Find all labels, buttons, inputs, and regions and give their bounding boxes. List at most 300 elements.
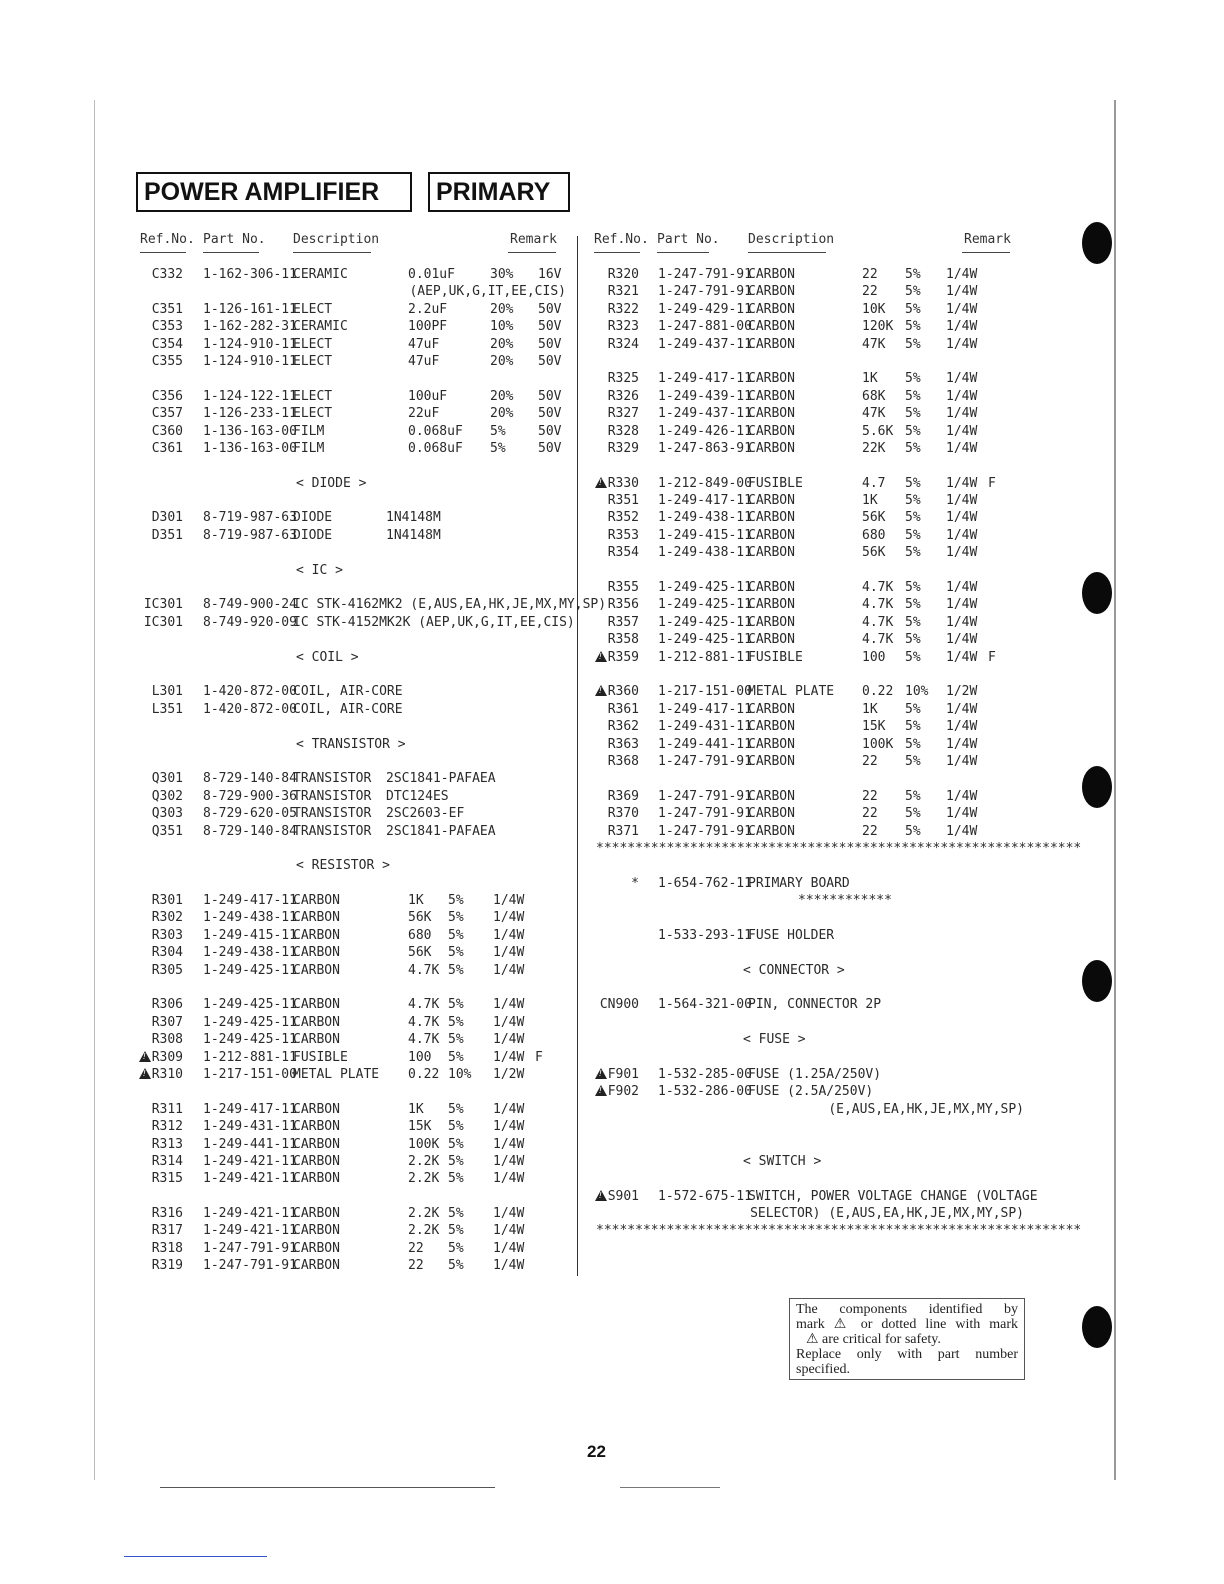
rating: 1/4W <box>493 1014 525 1030</box>
part-number: 1-249-425-11 <box>658 597 752 613</box>
part-number: 1-249-429-11 <box>658 301 752 317</box>
value: 4.7K <box>862 597 894 613</box>
description: CARBON <box>748 440 795 456</box>
ref-number: R353 <box>607 527 639 543</box>
scan-edge <box>94 100 95 1480</box>
board-stars: ************ <box>798 893 892 909</box>
part-number: 1-249-425-11 <box>658 632 752 648</box>
tolerance: 5% <box>905 267 921 282</box>
list-item <box>0 1257 578 1274</box>
note-line: mark ⚠ or dotted line with mark <box>796 1317 1018 1332</box>
rating: 1/4W <box>946 284 978 300</box>
ref-number: IC301 <box>143 597 183 613</box>
rating: 1/4W <box>493 1153 525 1169</box>
list-item <box>0 336 578 353</box>
list-item <box>578 1049 1038 1066</box>
description: CARBON <box>748 336 795 352</box>
part-number: 1-532-286-00 <box>658 1084 752 1100</box>
description: PIN, CONNECTOR 2P <box>748 997 882 1013</box>
ref-number: R301 <box>151 893 183 909</box>
list-item <box>0 544 578 561</box>
value: 2SC2603-EF <box>386 806 465 822</box>
part-number: 1-247-791-91 <box>658 267 752 282</box>
part-number: 1-249-417-11 <box>658 701 752 717</box>
description: CARBON <box>748 301 795 317</box>
description: CARBON <box>293 1206 340 1222</box>
section-heading: < SWITCH > <box>743 1153 822 1169</box>
list-item <box>0 909 578 926</box>
rating: 1/4W <box>946 545 978 561</box>
list-item <box>578 492 1038 509</box>
header-underline <box>293 252 371 253</box>
list-item <box>578 683 1038 700</box>
ref-number: D351 <box>151 527 183 543</box>
list-item <box>578 440 1038 457</box>
list-item <box>0 753 578 770</box>
value: 4.7K <box>408 997 440 1013</box>
list-item <box>578 527 1038 544</box>
part-number: 1-136-163-00 <box>203 423 297 439</box>
safety-warning-icon <box>595 1068 607 1079</box>
value: 56K <box>862 510 886 526</box>
part-number: 1-249-417-11 <box>658 493 752 509</box>
tolerance: 5% <box>448 1153 464 1169</box>
value: 680 <box>862 527 886 543</box>
part-number: 1-247-791-91 <box>658 806 752 822</box>
list-item <box>578 475 1038 492</box>
list-item <box>0 1170 578 1187</box>
tolerance: 5% <box>905 406 921 422</box>
value: 2.2K <box>408 1223 440 1239</box>
value: 680 <box>408 927 432 943</box>
list-item <box>0 892 578 909</box>
rating: 1/4W <box>493 945 525 961</box>
list-item <box>0 823 578 840</box>
value: 47uF <box>408 336 440 352</box>
list-item <box>578 666 1038 683</box>
rating: 1/4W <box>493 1206 525 1222</box>
description: CARBON <box>293 1136 340 1152</box>
rating: 1/4W <box>946 301 978 317</box>
part-number: 8-729-620-05 <box>203 806 297 822</box>
ref-number: R329 <box>607 440 639 456</box>
tolerance: 5% <box>448 1258 464 1274</box>
part-number: 1-249-421-11 <box>203 1206 297 1222</box>
rating: 1/4W <box>946 440 978 456</box>
description: CARBON <box>293 997 340 1013</box>
list-item <box>578 562 1038 579</box>
ref-number: R314 <box>151 1153 183 1169</box>
ref-number: R328 <box>607 423 639 439</box>
list-item <box>578 614 1038 631</box>
tolerance: 5% <box>905 701 921 717</box>
tolerance: 20% <box>490 301 514 317</box>
list-item <box>578 840 1082 857</box>
list-item <box>578 718 1038 735</box>
rating: 1/4W <box>946 788 978 804</box>
value: 56K <box>408 945 432 961</box>
part-number: 1-249-425-11 <box>203 1032 297 1048</box>
list-item <box>578 892 1038 909</box>
note-line: The components identified by <box>796 1302 1018 1317</box>
list-item <box>0 1014 578 1031</box>
value: 0.01uF <box>408 267 455 282</box>
part-number: 8-729-900-36 <box>203 788 297 804</box>
safety-note <box>789 1298 1025 1380</box>
rating: 1/4W <box>493 1171 525 1187</box>
star-divider: ************************************************************** <box>596 840 1082 856</box>
header-underline <box>508 252 556 253</box>
rating: 1/4W <box>946 388 978 404</box>
list-item <box>0 1118 578 1135</box>
value: DTC124ES <box>386 788 449 804</box>
continuation-text: (E,AUS,EA,HK,JE,MX,MY,SP) <box>828 1101 1024 1117</box>
value: 56K <box>408 910 432 926</box>
tolerance: 5% <box>448 1206 464 1222</box>
tolerance: 5% <box>448 1014 464 1030</box>
section-subtitle: PRIMARY <box>428 172 570 212</box>
ref-number: !R360 <box>595 683 639 700</box>
rating: 1/4W <box>493 1049 525 1065</box>
ref-number: R321 <box>607 284 639 300</box>
list-item <box>578 736 1038 753</box>
safety-warning-icon <box>595 685 607 696</box>
part-number: 1-247-791-91 <box>658 788 752 804</box>
list-item <box>578 996 1038 1013</box>
part-number: 1-247-881-00 <box>658 319 752 335</box>
tolerance: 5% <box>905 371 921 387</box>
list-item <box>578 596 1038 613</box>
value: 0.22 <box>862 684 894 700</box>
rating: 1/4W <box>946 336 978 352</box>
part-number: 1-247-791-91 <box>203 1240 297 1256</box>
tolerance: 5% <box>448 1049 464 1065</box>
description: CARBON <box>748 614 795 630</box>
value: 1N4148M <box>386 527 441 543</box>
description: CARBON <box>293 945 340 961</box>
part-number: 1-247-791-91 <box>658 823 752 839</box>
value: 100K <box>408 1136 440 1152</box>
part-number: 8-749-920-09 <box>203 614 297 630</box>
continuation-text: SELECTOR) (E,AUS,EA,HK,JE,MX,MY,SP) <box>750 1206 1024 1222</box>
description: CERAMIC <box>293 267 348 282</box>
value: 100K <box>862 736 894 752</box>
value: 4.7K <box>408 1032 440 1048</box>
tolerance: 5% <box>448 1240 464 1256</box>
description: IC STK-4162MK2 (E,AUS,EA,HK,JE,MX,MY,SP) <box>293 597 607 613</box>
rating: 1/4W <box>946 475 978 491</box>
list-item <box>0 840 578 857</box>
ref-number: C332 <box>151 267 183 282</box>
list-item <box>578 1205 1038 1222</box>
list-item <box>0 701 578 718</box>
description: CARBON <box>293 1119 340 1135</box>
tolerance: 5% <box>448 910 464 926</box>
header-remark-left: Remark <box>510 232 557 247</box>
ref-number: R315 <box>151 1171 183 1187</box>
list-item <box>578 1014 1038 1031</box>
part-number: 1-249-415-11 <box>203 927 297 943</box>
rating: 1/4W <box>493 962 525 978</box>
punch-hole <box>1082 572 1112 614</box>
list-item <box>0 962 578 979</box>
description: DIODE <box>293 510 333 526</box>
description: FUSIBLE <box>748 649 803 665</box>
ref-number: C361 <box>151 440 183 456</box>
rating: 1/4W <box>946 719 978 735</box>
value: 47uF <box>408 353 440 369</box>
part-number: 1-249-439-11 <box>658 388 752 404</box>
part-number: 1-247-791-91 <box>658 284 752 300</box>
tolerance: 5% <box>905 493 921 509</box>
part-number: 8-719-987-63 <box>203 527 297 543</box>
value: 22 <box>408 1240 424 1256</box>
value: 10K <box>862 301 886 317</box>
list-item <box>578 1170 1038 1187</box>
tolerance: 5% <box>905 753 921 769</box>
list-item <box>578 1153 1038 1170</box>
list-item <box>578 1066 1038 1083</box>
value: 4.7 <box>862 475 886 491</box>
section-heading: < COIL > <box>296 649 359 665</box>
ref-number: C351 <box>151 301 183 317</box>
remark-flag: F <box>988 649 996 665</box>
list-item <box>578 1188 1038 1205</box>
part-number: 1-124-910-11 <box>203 336 297 352</box>
rating: 1/4W <box>493 1240 525 1256</box>
ref-number: Q351 <box>151 823 183 839</box>
tolerance: 5% <box>448 1101 464 1117</box>
tolerance: 5% <box>905 649 921 665</box>
part-number: 1-249-438-11 <box>658 510 752 526</box>
value: 47K <box>862 336 886 352</box>
description: CARBON <box>748 632 795 648</box>
description: METAL PLATE <box>748 684 835 700</box>
tolerance: 5% <box>448 1032 464 1048</box>
part-number: 1-126-161-11 <box>203 301 297 317</box>
safety-warning-icon <box>595 1085 607 1096</box>
header-desc-left: Description <box>293 232 380 247</box>
rating: 50V <box>538 388 562 404</box>
remark-flag: F <box>535 1049 543 1065</box>
value: 2SC1841-PAFAEA <box>386 771 496 787</box>
tolerance: 5% <box>448 1119 464 1135</box>
ref-number: R319 <box>151 1258 183 1274</box>
tolerance: 5% <box>905 632 921 648</box>
list-item <box>578 457 1038 474</box>
description: CARBON <box>293 1240 340 1256</box>
part-number: 1-247-791-91 <box>203 1258 297 1274</box>
part-number: 1-420-872-00 <box>203 684 297 700</box>
list-item <box>578 805 1038 822</box>
ref-number: R313 <box>151 1136 183 1152</box>
description: DIODE <box>293 527 333 543</box>
section-heading: < IC > <box>296 562 343 578</box>
part-number: 1-249-425-11 <box>203 1014 297 1030</box>
list-item <box>0 996 578 1013</box>
value: 0.068uF <box>408 423 463 439</box>
value: 2.2uF <box>408 301 448 317</box>
list-item <box>578 509 1038 526</box>
list-item <box>0 283 578 300</box>
description: CARBON <box>748 806 795 822</box>
list-item <box>0 631 578 648</box>
list-item <box>578 301 1038 318</box>
scan-edge <box>124 1556 267 1557</box>
ref-number: R361 <box>607 701 639 717</box>
rating: 1/4W <box>946 493 978 509</box>
list-item <box>0 683 578 700</box>
part-number: 1-249-425-11 <box>203 997 297 1013</box>
description: METAL PLATE <box>293 1066 380 1082</box>
ref-number: C355 <box>151 353 183 369</box>
rating: 1/4W <box>946 736 978 752</box>
ref-number: * <box>631 875 639 891</box>
header-underline <box>203 252 259 253</box>
value: 56K <box>862 545 886 561</box>
list-item <box>578 788 1038 805</box>
header-underline <box>657 252 709 253</box>
header-remark-right: Remark <box>964 232 1011 247</box>
part-number: 1-249-425-11 <box>658 614 752 630</box>
description: CARBON <box>293 893 340 909</box>
list-item <box>0 736 578 753</box>
list-item <box>578 266 1038 283</box>
ref-number: R312 <box>151 1119 183 1135</box>
tolerance: 5% <box>448 945 464 961</box>
part-number: 1-249-421-11 <box>203 1223 297 1239</box>
scan-edge <box>160 1487 495 1488</box>
description: CARBON <box>748 388 795 404</box>
tolerance: 10% <box>448 1066 472 1082</box>
tolerance: 5% <box>905 527 921 543</box>
part-number: 1-532-285-00 <box>658 1066 752 1082</box>
description: ELECT <box>293 336 333 352</box>
list-item <box>578 979 1038 996</box>
description: CARBON <box>748 423 795 439</box>
part-number: 1-249-431-11 <box>203 1119 297 1135</box>
description: ELECT <box>293 406 333 422</box>
list-item <box>578 857 1038 874</box>
rating: 1/4W <box>946 649 978 665</box>
part-number: 1-217-151-00 <box>658 684 752 700</box>
description: CARBON <box>748 284 795 300</box>
tolerance: 5% <box>448 1136 464 1152</box>
rating: 1/4W <box>946 823 978 839</box>
value: 22 <box>862 267 878 282</box>
rating: 1/4W <box>493 1119 525 1135</box>
value: 120K <box>862 319 894 335</box>
rating: 1/4W <box>493 1223 525 1239</box>
description: CARBON <box>293 1223 340 1239</box>
description: CARBON <box>748 493 795 509</box>
ref-number: R369 <box>607 788 639 804</box>
parts-list-left <box>0 266 607 1275</box>
ref-number: C360 <box>151 423 183 439</box>
header-ref-left: Ref.No. <box>140 232 195 247</box>
ref-number: R306 <box>151 997 183 1013</box>
list-item <box>0 666 578 683</box>
part-number: 8-729-140-84 <box>203 823 297 839</box>
value: 1K <box>862 701 878 717</box>
list-item <box>0 266 578 283</box>
list-item <box>0 1153 578 1170</box>
rating: 1/4W <box>493 1136 525 1152</box>
ref-number: !S901 <box>595 1188 639 1205</box>
ref-number: R358 <box>607 632 639 648</box>
value: 15K <box>862 719 886 735</box>
value: 5.6K <box>862 423 894 439</box>
ref-number: R307 <box>151 1014 183 1030</box>
remark-flag: F <box>988 475 996 491</box>
part-number: 1-212-881-11 <box>658 649 752 665</box>
value: 100 <box>408 1049 432 1065</box>
rating: 1/4W <box>946 806 978 822</box>
section-heading: < CONNECTOR > <box>743 962 845 978</box>
part-number: 1-162-306-11 <box>203 267 297 282</box>
description: FUSE HOLDER <box>748 927 835 943</box>
list-item <box>0 492 578 509</box>
ref-number: R324 <box>607 336 639 352</box>
description: CARBON <box>293 910 340 926</box>
value: 4.7K <box>862 614 894 630</box>
tolerance: 20% <box>490 406 514 422</box>
list-item <box>0 1222 578 1239</box>
list-item <box>0 318 578 335</box>
tolerance: 5% <box>905 388 921 404</box>
header-desc-right: Description <box>748 232 835 247</box>
ref-number: !F901 <box>595 1066 639 1083</box>
list-item <box>0 579 578 596</box>
part-number: 1-249-415-11 <box>658 527 752 543</box>
list-item <box>578 405 1038 422</box>
rating: 50V <box>538 440 562 456</box>
list-item <box>578 1101 1038 1118</box>
note-line: Replace only with part number <box>796 1347 1018 1362</box>
list-item <box>578 1031 1038 1048</box>
part-number: 1-249-438-11 <box>203 910 297 926</box>
ref-number: R320 <box>607 267 639 282</box>
tolerance: 5% <box>905 284 921 300</box>
list-item <box>0 1240 578 1257</box>
description: FILM <box>293 440 325 456</box>
list-item <box>0 475 578 492</box>
value: 22 <box>862 788 878 804</box>
part-number: 1-217-151-00 <box>203 1066 297 1082</box>
part-number: 1-533-293-11 <box>658 927 752 943</box>
part-number: 1-124-122-11 <box>203 388 297 404</box>
value: 100PF <box>408 319 448 335</box>
star-divider: ************************************************************** <box>596 1223 1082 1239</box>
ref-number: Q303 <box>151 806 183 822</box>
part-number: 1-249-431-11 <box>658 719 752 735</box>
ref-number: R327 <box>607 406 639 422</box>
rating: 1/4W <box>946 267 978 282</box>
rating: 1/4W <box>493 893 525 909</box>
header-underline <box>594 252 640 253</box>
rating: 1/4W <box>946 510 978 526</box>
description: CARBON <box>748 545 795 561</box>
part-number: 1-249-426-11 <box>658 423 752 439</box>
header-part-right: Part No. <box>657 232 720 247</box>
ref-number: R363 <box>607 736 639 752</box>
description: TRANSISTOR <box>293 806 372 822</box>
ref-number: R322 <box>607 301 639 317</box>
part-number: 1-249-438-11 <box>203 945 297 961</box>
ref-number: IC301 <box>143 614 183 630</box>
list-item <box>578 944 1038 961</box>
ref-number: R323 <box>607 319 639 335</box>
